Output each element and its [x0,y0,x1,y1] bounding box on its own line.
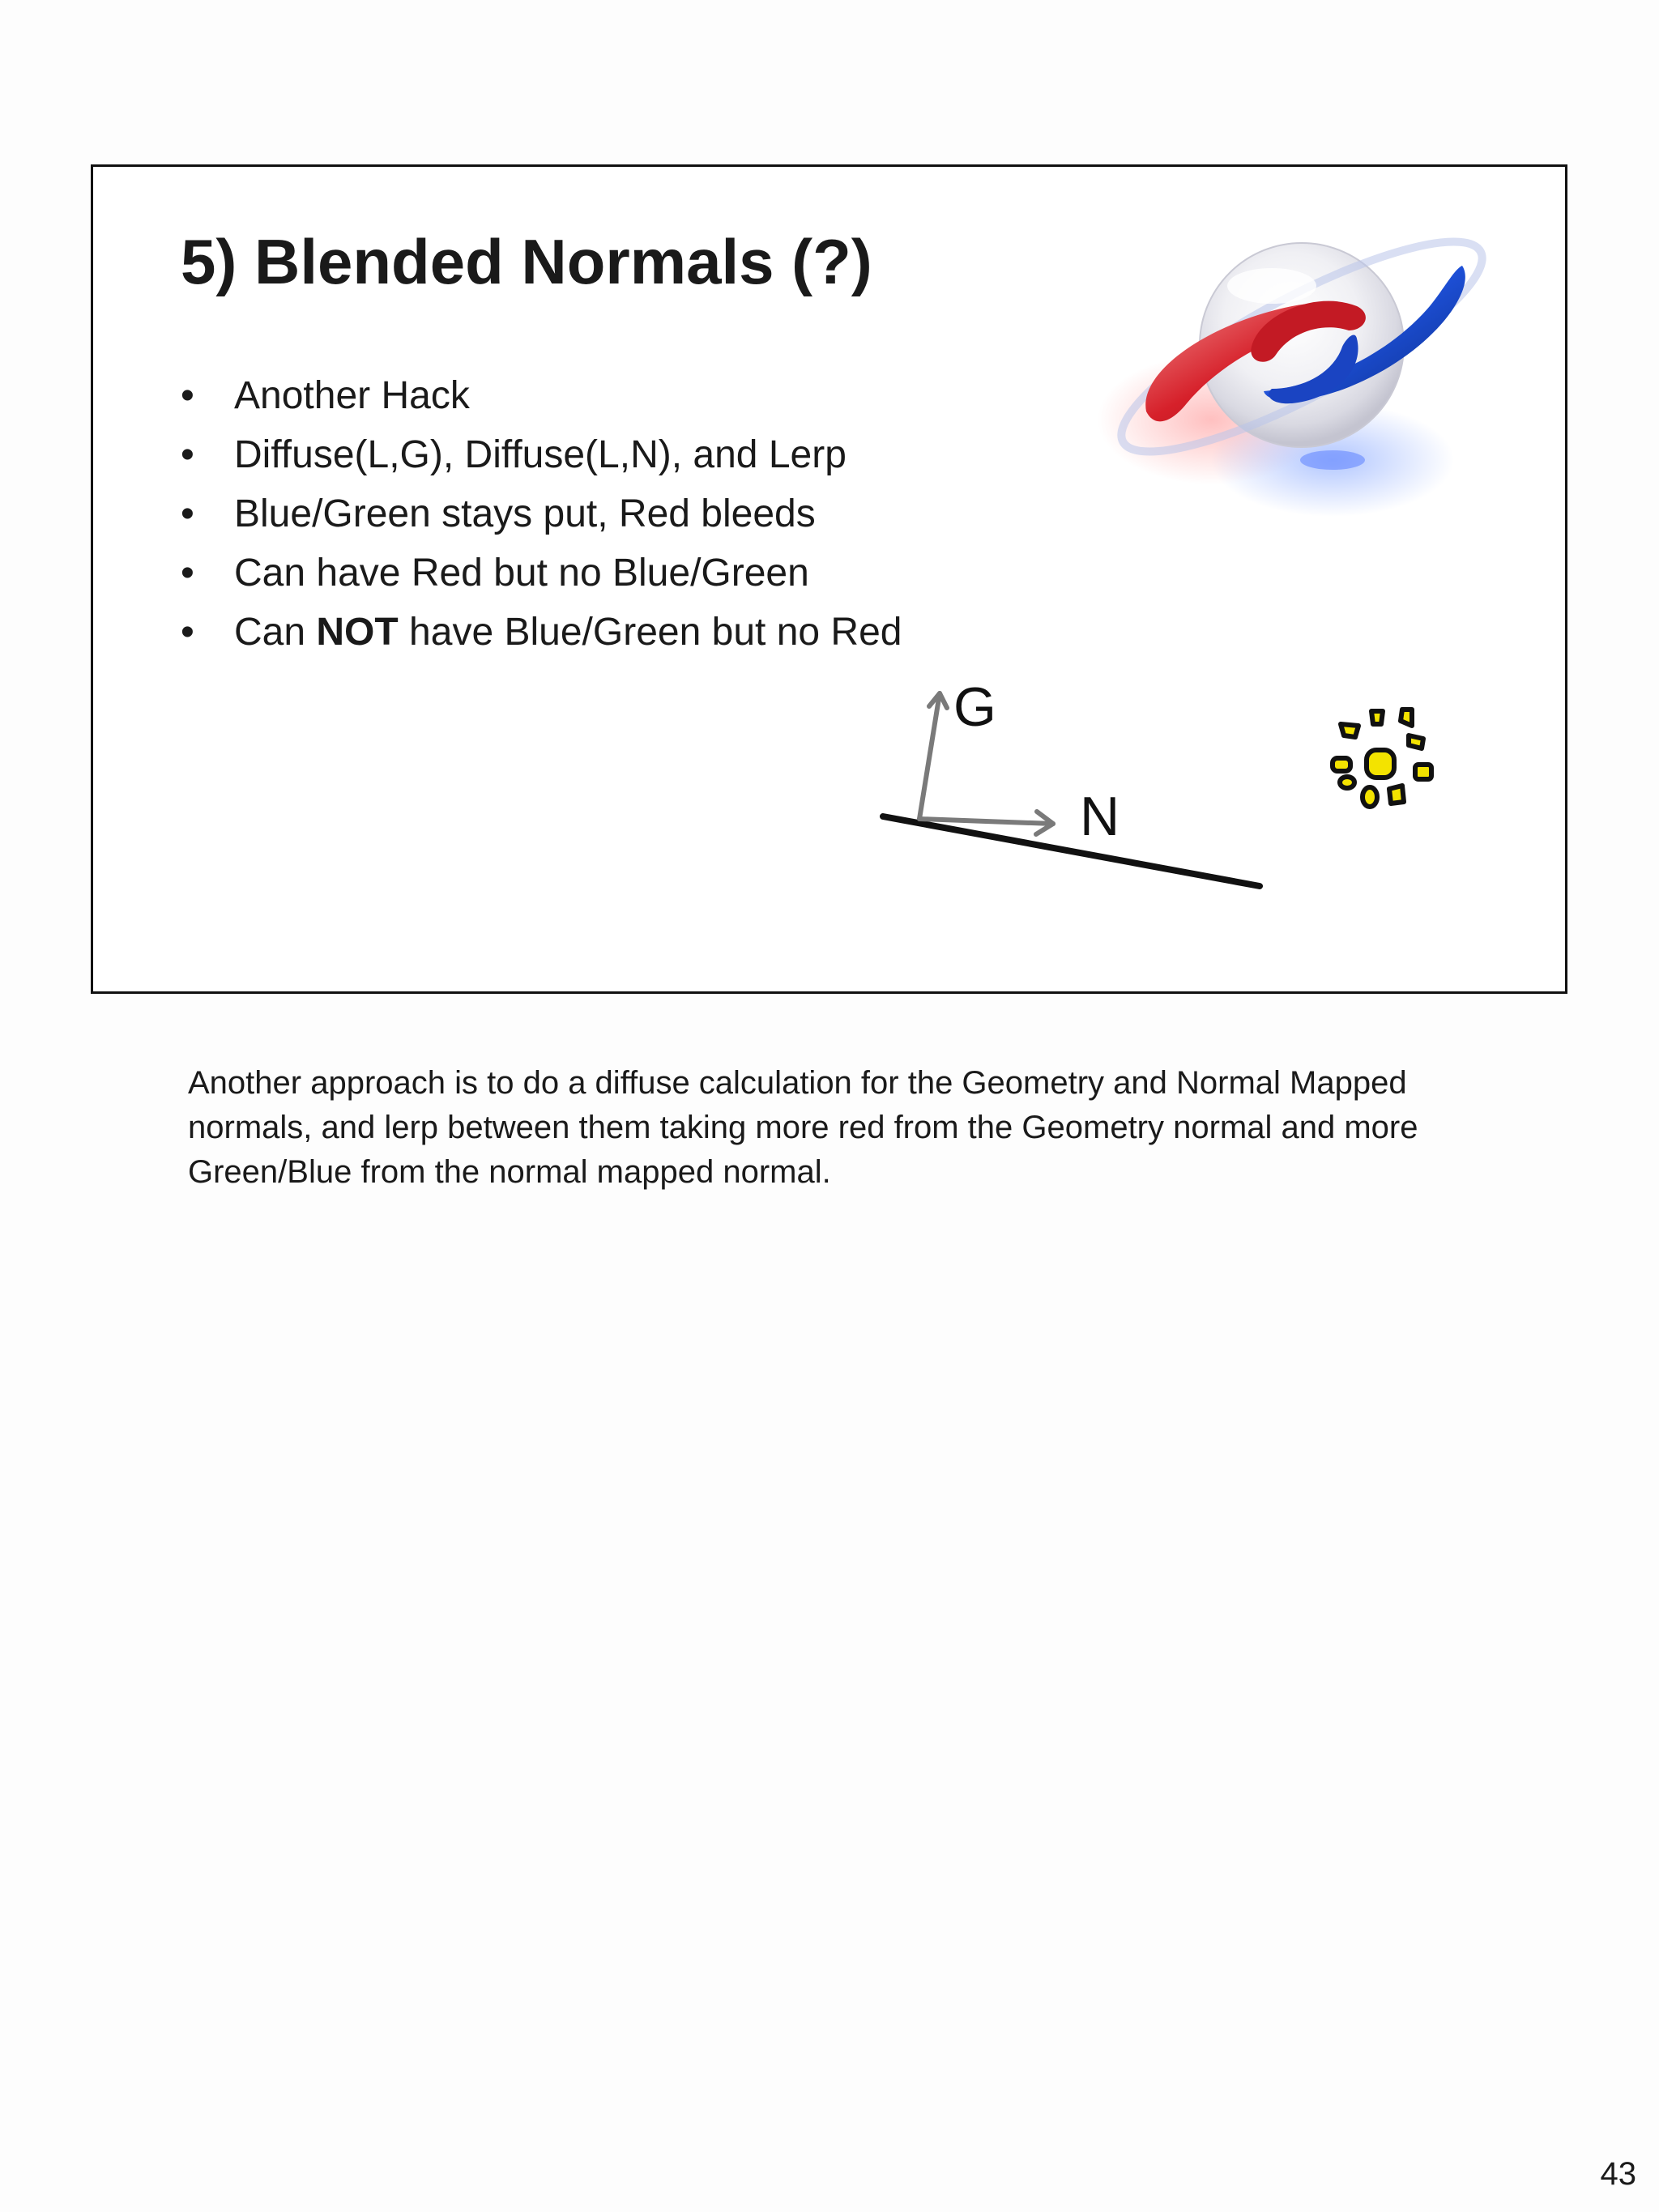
slide-title: 5) Blended Normals (?) [181,226,872,297]
bullet-dot: • [181,611,194,654]
bullet-dot: • [181,552,194,595]
bullet-text-post: have Blue/Green but no Red [398,611,902,654]
bullet-dot: • [181,492,194,535]
bullet-text: Blue/Green stays put, Red bleeds [234,492,816,535]
surface-line [883,816,1260,886]
bullet-dot: • [181,374,194,417]
mapped-normal-arrow [919,819,1053,824]
bullet-list [181,366,902,662]
bullet-text: Another Hack [234,374,470,417]
bullet-item [181,484,902,543]
bullet-item [181,425,902,484]
bullet-text-pre: Can [234,611,317,654]
bullet-item [181,603,902,662]
label-n: N [1080,786,1120,847]
bullet-item [181,366,902,425]
bullet-text: Can have Red but no Blue/Green [234,552,809,595]
bullet-item [181,543,902,603]
yellow-sun-icon [1308,701,1454,831]
red-blue-orbit-sphere-icon [1090,201,1511,541]
normals-diagram [863,653,1365,912]
bullet-dot: • [181,433,194,476]
page-number: 43 [1600,2156,1636,2192]
bullet-text-bold: NOT [316,611,399,654]
geometry-normal-arrow [919,693,940,819]
bullet-text: Diffuse(L,G), Diffuse(L,N), and Lerp [234,433,847,476]
slide-frame [91,164,1567,994]
speaker-notes: Another approach is to do a diffuse calculation for the Geometry and Normal Mapped normals, and lerp between them taking more red from the Geometry normal and more Green/Blue from the normal mapped normal. [188,1065,1418,1190]
label-g: G [953,676,996,738]
